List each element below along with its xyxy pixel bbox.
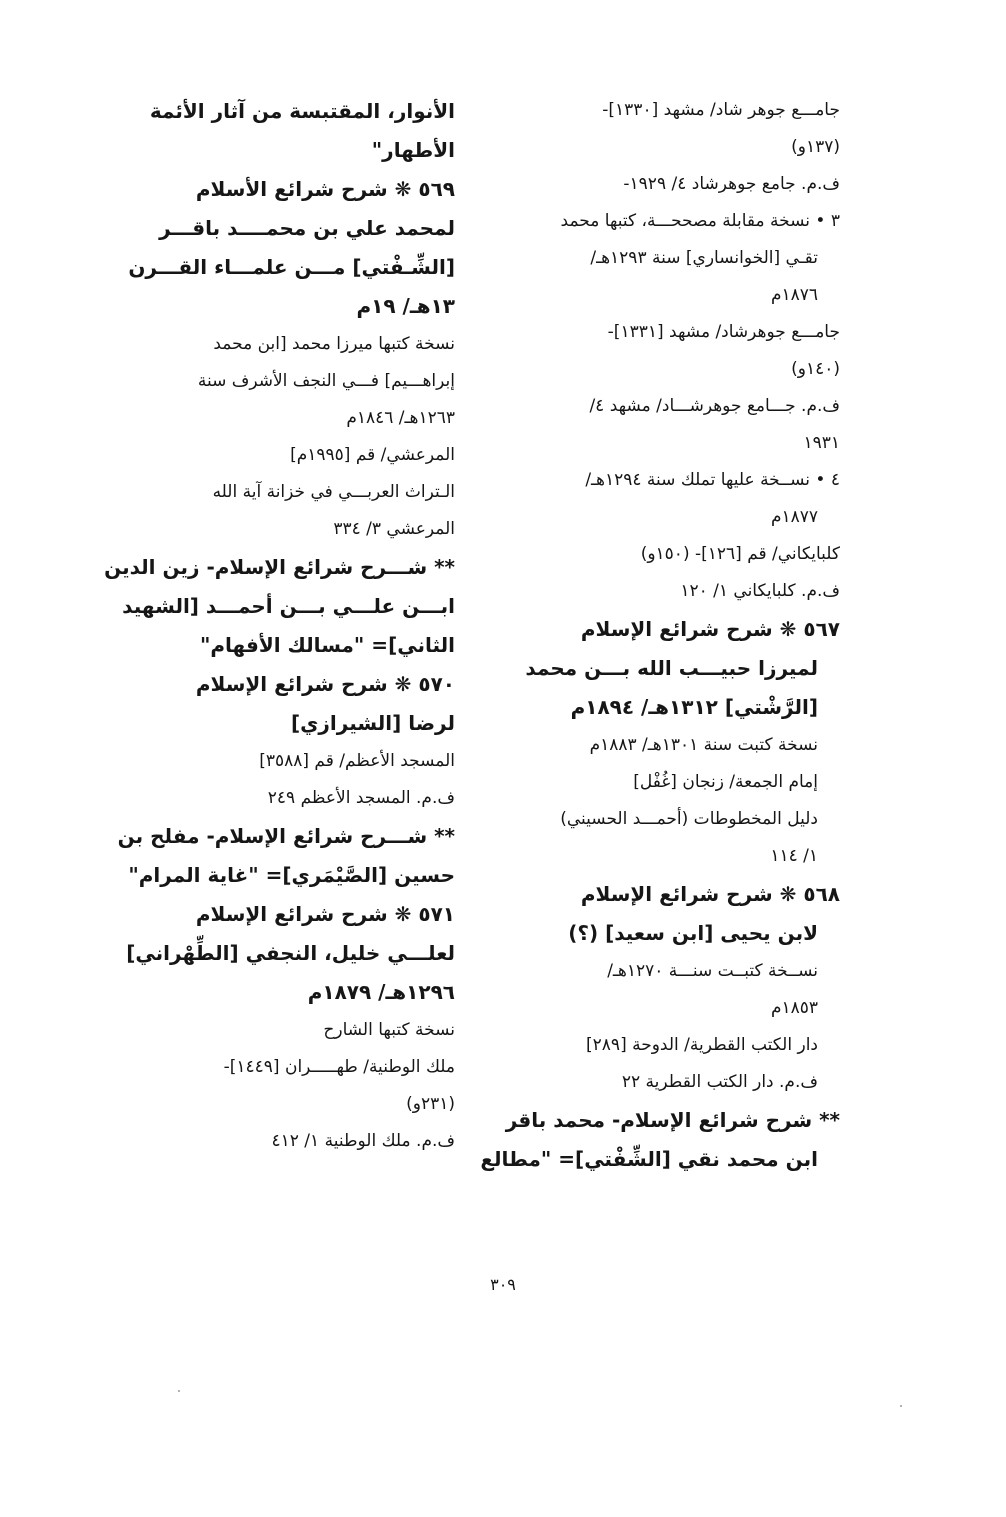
entry-detail-line: (١٣٧و) <box>791 137 840 157</box>
entry-detail-line: المرعشي/ قم [١٩٩٥م] <box>290 445 455 465</box>
entry-detail-line: (٢٣١و) <box>406 1094 455 1114</box>
entry-heading-line: ٥٦٧ ❋ شرح شرائع الإسلام <box>580 617 840 641</box>
right-column <box>480 92 840 1179</box>
entry-detail-line: ٣ • نسخة مقابلة مصححـــة، كتبها محمد <box>560 211 840 231</box>
entry-heading-line: ٥٦٨ ❋ شرح شرائع الإسلام <box>580 882 840 906</box>
entry-detail-line: نسخة كتبها الشارح <box>323 1020 455 1040</box>
entry-detail-line: (١٤٠و) <box>791 359 840 379</box>
entry-detail-line: ف.م. جـــامع جوهرشـــاد/ مشهد ٤/ <box>589 396 840 416</box>
entry-detail-line: المسجد الأعظم/ قم [٣٥٨٨] <box>259 751 455 771</box>
entry-detail-line: ١/ ١١٤ <box>770 846 818 866</box>
entry-detail-line: ف.م. دار الكتب القطرية ٢٢ <box>621 1072 818 1092</box>
entry-heading-line: ٥٧٠ ❋ شرح شرائع الإسلام <box>195 672 455 696</box>
entry-heading-line: لمحمد علي بن محمــــد باقـــر <box>159 216 455 240</box>
entry-detail-line: ١٨٥٣م <box>770 998 818 1018</box>
entry-heading-line: لعلـــي خليل، النجفي [الطِّهْراني] <box>126 941 455 965</box>
entry-heading-line: الأطهار" <box>371 138 455 162</box>
entry-detail-line: إمام الجمعة/ زنجان [غُفْل] <box>633 772 818 792</box>
entry-heading-line: [الشِّـفْتي] مـــن علمـــاء القـــرن <box>128 255 455 279</box>
scan-speck <box>900 1405 902 1407</box>
entry-heading-line: حسين [الصَّيْمَري]= "غاية المرام" <box>128 863 455 887</box>
entry-heading-line: لابن يحيى [ابن سعيد] (؟) <box>568 921 818 945</box>
entry-detail-line: ملك الوطنية/ طهـــــران [١٤٤٩]- <box>223 1057 455 1077</box>
entry-heading-line: ** شـــرح شرائع الإسلام- زين الدين <box>104 555 455 579</box>
entry-detail-line: ف.م. جامع جوهرشاد ٤/ ١٩٢٩- <box>623 174 840 194</box>
entry-detail-line: ٤ • نســخة عليها تملك سنة ١٢٩٤هـ/ <box>585 470 840 490</box>
entry-detail-line: ١٨٧٦م <box>770 285 818 305</box>
page-number: ٣٠٩ <box>490 1275 516 1294</box>
entry-detail-line: المرعشي ٣/ ٣٣٤ <box>333 519 455 539</box>
entry-heading-line: الثاني]= "مسالك الأفهام" <box>199 633 455 657</box>
entry-detail-line: ف.م. ملك الوطنية ١/ ٤١٢ <box>271 1131 455 1151</box>
entry-detail-line: ١٩٣١ <box>803 433 840 453</box>
entry-detail-line: دليل المخطوطات (أحمـــد الحسيني) <box>560 809 818 829</box>
entry-detail-line: ف.م. المسجد الأعظم ٢٤٩ <box>267 788 455 808</box>
entry-heading-line: ١٢٩٦هـ/ ١٨٧٩م <box>307 980 455 1004</box>
entry-detail-line: الـتراث العربـــي في خزانة آية الله <box>212 482 455 502</box>
entry-detail-line: ١٢٦٣هـ/ ١٨٤٦م <box>346 408 455 428</box>
left-column <box>104 92 455 1160</box>
entry-detail-line: دار الكتب القطرية/ الدوحة [٢٨٩] <box>586 1035 818 1055</box>
entry-heading-line: ١٣هـ/ ١٩م <box>356 294 455 318</box>
entry-heading-line: لرضا [الشيرازي] <box>290 711 455 735</box>
entry-detail-line: ف.م. كلبايكاني ١/ ١٢٠ <box>680 581 840 601</box>
entry-heading-line: [الرَّشْتي] ١٣١٢هـ/ ١٨٩٤م <box>570 695 818 719</box>
entry-detail-line: نسخة كتبت سنة ١٣٠١هـ/ ١٨٨٣م <box>589 735 818 755</box>
entry-heading-line: ٥٦٩ ❋ شرح شرائع الأسلام <box>195 177 455 201</box>
entry-heading-line: ابـــن علـــي بـــن أحمـــد [الشهيد <box>122 594 455 618</box>
entry-heading-line: لميرزا حبيـــب الله بـــن محمد <box>525 656 818 680</box>
scan-speck <box>178 1390 180 1392</box>
entry-heading-line: ** شـــرح شرائع الإسلام- مفلح بن <box>117 824 455 848</box>
entry-detail-line: جامـــع جوهرشاد/ مشهد [١٣٣١]- <box>607 322 840 342</box>
entry-heading-line: ابن محمد نقي [الشِّفْتي]= "مطالع <box>480 1147 818 1171</box>
entry-detail-line: كلبايكاني/ قم [١٢٦]- (١٥٠و) <box>640 544 840 564</box>
entry-detail-line: إبراهـــيم] فـــي النجف الأشرف سنة <box>197 371 455 391</box>
entry-detail-line: تقـي [الخوانساري] سنة ١٢٩٣هـ/ <box>590 248 818 268</box>
entry-detail-line: نســخة كتبــت سنـــة ١٢٧٠هـ/ <box>607 961 818 981</box>
entry-detail-line: نسخة كتبها ميرزا محمد [ابن محمد <box>213 334 455 354</box>
entry-heading-line: الأنوار، المقتبسة من آثار الأئمة <box>149 99 455 123</box>
entry-heading-line: ** شرح شرائع الإسلام- محمد باقر <box>505 1108 840 1132</box>
entry-heading-line: ٥٧١ ❋ شرح شرائع الإسلام <box>195 902 455 926</box>
entry-detail-line: جامـــع جوهر شاد/ مشهد [١٣٣٠]- <box>602 100 840 120</box>
entry-detail-line: ١٨٧٧م <box>770 507 818 527</box>
